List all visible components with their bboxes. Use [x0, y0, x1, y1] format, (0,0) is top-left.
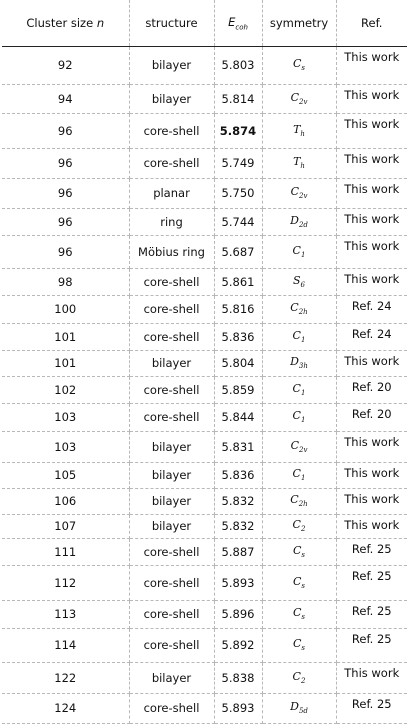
table-row [2, 46, 407, 84]
symmetry-subscript: 1 [300, 336, 306, 345]
header-structure: structure [129, 0, 214, 46]
cell-symmetry [262, 565, 336, 600]
header-cluster-size-label: Cluster size [26, 15, 94, 30]
cell-structure: core-shell [129, 295, 214, 323]
cell-symmetry [262, 178, 336, 208]
header-row [2, 0, 407, 46]
symmetry-subscript: 2v [299, 192, 308, 201]
cell-ref: Ref. 25 [336, 628, 407, 662]
cell-ecoh: 5.804 [214, 350, 262, 376]
cell-ecoh: 5.896 [214, 600, 262, 628]
cell-structure: core-shell [129, 148, 214, 178]
cell-ecoh: 5.816 [214, 295, 262, 323]
table-row [2, 600, 407, 628]
symmetry-subscript: 2h [298, 500, 308, 509]
cell-ecoh: 5.892 [214, 628, 262, 662]
table-row [2, 84, 407, 113]
cell-ref: Ref. 24 [336, 323, 407, 350]
table-row [2, 268, 407, 295]
cell-structure: bilayer [129, 350, 214, 376]
cell-ref: This work [336, 148, 407, 178]
symmetry-subscript: s [301, 613, 305, 622]
symmetry-letter: S [292, 273, 301, 287]
cell-symmetry [262, 403, 336, 431]
table-row [2, 662, 407, 693]
cell-symmetry [262, 113, 336, 148]
cell-symmetry [262, 208, 336, 235]
cell-cluster-size: 96 [2, 148, 129, 178]
table-row [2, 178, 407, 208]
cell-symmetry [262, 46, 336, 84]
cell-cluster-size: 100 [2, 295, 129, 323]
symmetry-subscript: 2v [299, 98, 308, 107]
cell-ecoh: 5.832 [214, 488, 262, 514]
symmetry-letter: C [292, 637, 302, 651]
header-ecoh-subscript: coh [235, 22, 248, 31]
cell-ref: Ref. 25 [336, 693, 407, 723]
cell-structure: core-shell [129, 600, 214, 628]
cell-structure: core-shell [129, 323, 214, 350]
cell-ecoh: 5.859 [214, 376, 262, 403]
cell-cluster-size: 105 [2, 462, 129, 488]
cell-ecoh: 5.874 [214, 113, 262, 148]
symmetry-letter: C [292, 518, 301, 532]
symmetry-subscript: 2 [300, 525, 306, 534]
table-row [2, 488, 407, 514]
symmetry-letter: C [292, 543, 302, 557]
cell-symmetry [262, 376, 336, 403]
cell-symmetry [262, 235, 336, 268]
cell-structure: bilayer [129, 462, 214, 488]
cell-ref: Ref. 25 [336, 538, 407, 565]
symmetry-subscript: 5d [298, 707, 308, 716]
cell-ref: This work [336, 178, 407, 208]
cell-structure: core-shell [129, 565, 214, 600]
cell-ref: This work [336, 462, 407, 488]
cell-cluster-size: 94 [2, 84, 129, 113]
table-row [2, 431, 407, 462]
symmetry-subscript: 2h [298, 308, 308, 317]
symmetry-subscript: h [300, 130, 305, 139]
cell-structure: core-shell [129, 113, 214, 148]
table-row [2, 376, 407, 403]
table-row [2, 514, 407, 538]
cell-ecoh: 5.838 [214, 662, 262, 693]
cell-symmetry [262, 514, 336, 538]
symmetry-subscript: 6 [300, 281, 305, 290]
symmetry-letter: C [292, 57, 302, 71]
cell-symmetry [262, 431, 336, 462]
cell-structure: bilayer [129, 514, 214, 538]
cell-ref: This work [336, 488, 407, 514]
cell-cluster-size: 103 [2, 403, 129, 431]
cell-ref: Ref. 25 [336, 600, 407, 628]
cell-cluster-size: 111 [2, 538, 129, 565]
cell-ref: This work [336, 431, 407, 462]
cell-structure: core-shell [129, 268, 214, 295]
header-ecoh-symbol: E [228, 14, 236, 29]
symmetry-letter: C [290, 185, 299, 199]
table-row [2, 295, 407, 323]
cell-cluster-size: 101 [2, 350, 129, 376]
symmetry-subscript: 1 [300, 389, 306, 398]
cell-symmetry [262, 488, 336, 514]
cell-ecoh: 5.687 [214, 235, 262, 268]
cell-symmetry [262, 693, 336, 723]
table-row [2, 148, 407, 178]
table-row [2, 235, 407, 268]
cell-symmetry [262, 462, 336, 488]
cell-cluster-size: 96 [2, 178, 129, 208]
cell-structure: core-shell [129, 628, 214, 662]
symmetry-subscript: 1 [300, 251, 306, 260]
cell-ecoh: 5.832 [214, 514, 262, 538]
symmetry-subscript: 2d [298, 221, 308, 230]
cell-symmetry [262, 538, 336, 565]
symmetry-letter: C [290, 301, 299, 315]
header-cluster-size [2, 0, 129, 46]
table-row [2, 403, 407, 431]
cell-cluster-size: 106 [2, 488, 129, 514]
symmetry-letter: C [290, 493, 299, 507]
symmetry-letter: C [292, 669, 301, 683]
cell-cluster-size: 96 [2, 113, 129, 148]
cell-symmetry [262, 600, 336, 628]
symmetry-subscript: s [301, 551, 305, 560]
cell-cluster-size: 92 [2, 46, 129, 84]
cell-cluster-size: 107 [2, 514, 129, 538]
symmetry-subscript: 1 [300, 416, 306, 425]
cell-structure: core-shell [129, 693, 214, 723]
symmetry-subscript: 1 [300, 474, 306, 483]
header-symmetry: symmetry [262, 0, 336, 46]
cell-structure: bilayer [129, 488, 214, 514]
cell-ref: Ref. 20 [336, 403, 407, 431]
cell-cluster-size: 124 [2, 693, 129, 723]
cell-cluster-size: 96 [2, 208, 129, 235]
symmetry-subscript: h [300, 162, 305, 171]
cell-structure: core-shell [129, 403, 214, 431]
cell-cluster-size: 122 [2, 662, 129, 693]
symmetry-subscript: s [301, 64, 305, 73]
cell-ecoh: 5.893 [214, 565, 262, 600]
table-row [2, 323, 407, 350]
cell-symmetry [262, 295, 336, 323]
cell-cluster-size: 113 [2, 600, 129, 628]
cell-ref: This work [336, 235, 407, 268]
cell-structure: core-shell [129, 376, 214, 403]
cell-ref: This work [336, 350, 407, 376]
cell-structure: bilayer [129, 431, 214, 462]
cell-ecoh: 5.744 [214, 208, 262, 235]
cell-ecoh: 5.814 [214, 84, 262, 113]
cell-ref: This work [336, 84, 407, 113]
cell-ecoh: 5.836 [214, 323, 262, 350]
cell-cluster-size: 114 [2, 628, 129, 662]
symmetry-letter: D [290, 700, 299, 714]
symmetry-letter: C [292, 243, 301, 257]
header-ecoh [214, 0, 262, 46]
cell-structure: ring [129, 208, 214, 235]
cell-ecoh: 5.836 [214, 462, 262, 488]
symmetry-letter: C [292, 606, 302, 620]
cell-structure: Möbius ring [129, 235, 214, 268]
table-row [2, 113, 407, 148]
cell-structure: bilayer [129, 46, 214, 84]
cell-ref: This work [336, 514, 407, 538]
cell-structure: bilayer [129, 84, 214, 113]
cell-symmetry [262, 350, 336, 376]
table-row [2, 350, 407, 376]
symmetry-letter: C [292, 574, 302, 588]
cell-symmetry [262, 84, 336, 113]
cell-ecoh: 5.803 [214, 46, 262, 84]
cell-ecoh: 5.831 [214, 431, 262, 462]
cell-structure: bilayer [129, 662, 214, 693]
symmetry-letter: C [292, 381, 301, 395]
symmetry-subscript: 2 [300, 677, 306, 686]
cell-ecoh: 5.893 [214, 693, 262, 723]
cell-ref: This work [336, 208, 407, 235]
cell-cluster-size: 98 [2, 268, 129, 295]
cell-cluster-size: 112 [2, 565, 129, 600]
symmetry-letter: T [293, 155, 301, 169]
cell-cluster-size: 102 [2, 376, 129, 403]
cell-ecoh: 5.861 [214, 268, 262, 295]
symmetry-letter: D [290, 213, 299, 227]
cell-symmetry [262, 662, 336, 693]
cell-symmetry [262, 628, 336, 662]
table-row [2, 693, 407, 723]
cell-ecoh: 5.749 [214, 148, 262, 178]
cell-cluster-size: 103 [2, 431, 129, 462]
cell-ref: Ref. 20 [336, 376, 407, 403]
cell-symmetry [262, 323, 336, 350]
cell-ref: Ref. 25 [336, 565, 407, 600]
cell-ref: Ref. 24 [336, 295, 407, 323]
table-row [2, 565, 407, 600]
symmetry-letter: C [292, 328, 301, 342]
symmetry-subscript: 3h [298, 362, 308, 371]
cell-cluster-size: 101 [2, 323, 129, 350]
cell-ecoh: 5.844 [214, 403, 262, 431]
cell-structure: core-shell [129, 538, 214, 565]
cluster-table [2, 0, 407, 724]
table-row [2, 538, 407, 565]
symmetry-letter: C [292, 409, 301, 423]
cell-symmetry [262, 268, 336, 295]
cell-structure: planar [129, 178, 214, 208]
symmetry-subscript: 2v [299, 446, 308, 455]
symmetry-letter: C [292, 467, 301, 481]
table-row [2, 628, 407, 662]
cell-ecoh: 5.750 [214, 178, 262, 208]
cell-ref: This work [336, 268, 407, 295]
cell-cluster-size: 96 [2, 235, 129, 268]
cell-ref: This work [336, 662, 407, 693]
cell-ref: This work [336, 46, 407, 84]
symmetry-letter: D [290, 355, 299, 369]
symmetry-subscript: s [301, 582, 305, 591]
cell-ecoh: 5.887 [214, 538, 262, 565]
symmetry-letter: T [293, 122, 301, 136]
cell-symmetry [262, 148, 336, 178]
table-row [2, 462, 407, 488]
table-row [2, 208, 407, 235]
cell-ref: This work [336, 113, 407, 148]
symmetry-letter: C [290, 438, 299, 452]
header-ref: Ref. [336, 0, 407, 46]
symmetry-subscript: s [301, 644, 305, 653]
symmetry-letter: C [290, 90, 299, 104]
header-cluster-size-var: n [96, 15, 105, 30]
